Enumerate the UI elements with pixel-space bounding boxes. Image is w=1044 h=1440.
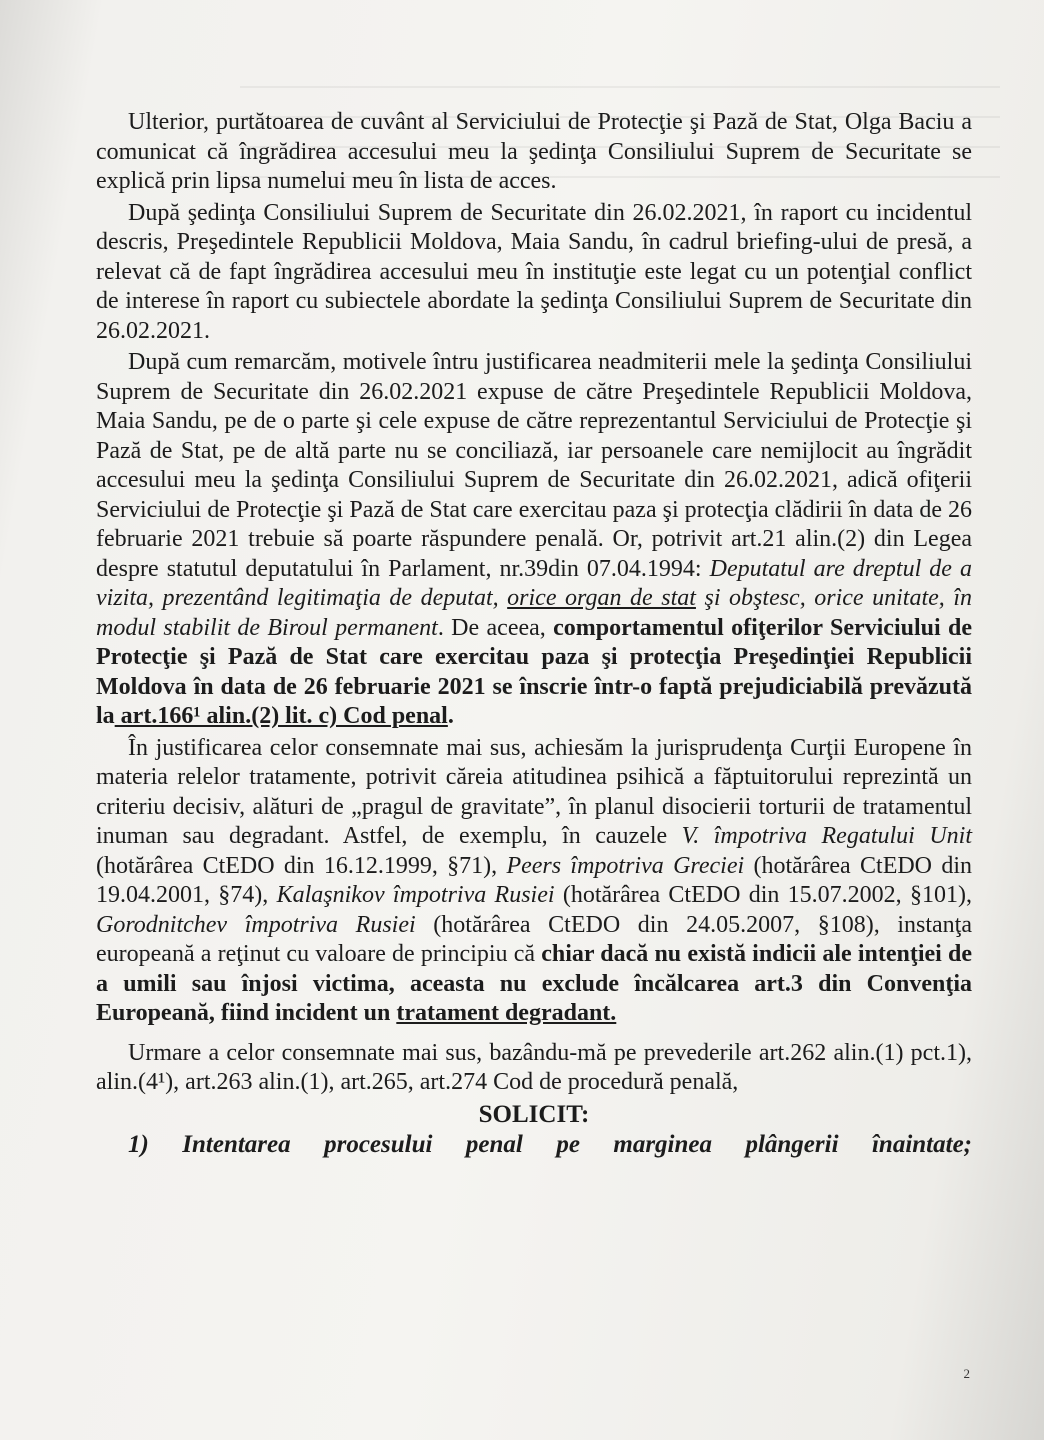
text-segment: (hotărârea CtEDO din 15.07.2002, §101), [554, 882, 972, 908]
paragraph-echr-jurisprudence [96, 734, 972, 1029]
text-segment: şi obştesc, orice unitate, în modul stabilit de Biroul permanent [96, 585, 973, 641]
paragraph-criminal-liability [96, 348, 972, 732]
text-segment: Deputatul are dreptul de a vizita, prezentând legitimaţia de deputat, [96, 555, 972, 611]
request-heading: SOLICIT: [478, 1100, 590, 1128]
text-segment: art.166¹ alin.(2) lit. c) Cod penal [114, 703, 448, 729]
page-number: 2 [963, 1366, 970, 1381]
text-segment: Ulterior, purtătoarea de cuvânt al Serviciului de Protecţie şi Pază de Stat, Olga Baciu a comunicat că îngrădirea accesului meu la şedinţa Consiliului Suprem de Securitate se explică prin lipsa numelui meu în lista de acces. [96, 109, 972, 194]
text-segment: . De aceea, [437, 614, 554, 641]
text-segment: orice organ de stat [507, 585, 696, 611]
text-segment: După cum remarcăm, motivele întru justificarea neadmiterii mele la şedinţa Consiliului Suprem de Securitate din 26.02.2021 expuse de către Preşedintele Republicii Moldova, Maia Sandu, pe de o parte şi cele expuse de către reprezentantul Serviciului de Protecţie şi Pază de Stat, pe de altă parte nu se conciliază, iar persoanele care nemijlocit au îngrădit accesului meu la şedinţa Consiliului Suprem de Securitate din 26.02.2021, adică ofiţerii Serviciului de Protecţie şi Pază de Stat care exercitau paza şi protecţia clădirii în data de 26 februarie 2021 trebuie să poarte răspundere penală. Or, potrivit art.21 alin.(2) din Legea despre statutul deputatului în Parlament, nr.39din 07.04.1994: [96, 349, 972, 582]
text-segment: (hotărârea CtEDO din 16.12.1999, §71), [96, 852, 507, 879]
paragraph-legal-basis [96, 1039, 972, 1098]
text-segment: tratament degradant. [396, 1000, 617, 1026]
text-segment: Peers împotriva Greciei [506, 852, 745, 879]
text-segment: . [447, 703, 454, 729]
text-segment: Gorodnitchev împotriva Rusiei [96, 911, 416, 938]
text-segment: După şedinţa Consiliului Suprem de Securitate din 26.02.2021, în raport cu incidentul descris, Preşedintele Republicii Moldova, Maia Sandu, în cadrul briefing-ului de presă, a relevat că de fapt îngrădirea accesului meu în instituţie este legat cu un potenţial conflict de interese în raport cu subiectele abordate la şedinţa Consiliului Suprem de Securitate din 26.02.2021. [96, 199, 972, 344]
paragraph-access-restriction [96, 108, 972, 197]
text-segment: (hotărârea CtEDO din 24.05.2007, §108), instanţa europeană a reţinut cu valoare de principiu că [96, 911, 973, 967]
text-segment: chiar dacă nu există indicii ale intenţiei de a umili sau înjosi victima, aceasta nu exclude încălcarea art.3 din Convenţia Europeană, fiind incident un [96, 941, 973, 1026]
text-segment: Kalaşnikov împotriva Rusiei [276, 882, 555, 908]
text-segment: comportamentul ofiţerilor Serviciului de Protecţie şi Pază de Stat care exercitau paza şi protecţia Preşedinţiei Republicii Moldova în data de 26 februarie 2021 se înscrie într-o faptă prejudiciabilă prevăzută la [96, 614, 972, 729]
paragraph-president-briefing [96, 199, 972, 347]
text-segment: Urmare a celor consemnate mai sus, bazându-mă pe prevederile art.262 alin.(1) pct.1), alin.(4¹), art.263 alin.(1), art.265, art.274 Cod de procedură penală, [96, 1039, 972, 1095]
text-segment: V. împotriva Regatului Unit [681, 823, 972, 849]
text-segment: (hotărârea CtEDO din 19.04.2001, §74), [96, 852, 972, 908]
text-segment: În justificarea celor consemnate mai sus, achiesăm la jurisprudenţa Curţii Europene în materia relelor tratamente, potrivit căreia atitudinea psihică a făptuitorului reprezintă un criteriu decisiv, alături de „pragul de gravitate”, în planul disocierii torturii de tratamentul inuman sau degradant. Astfel, de exemplu, în cauzele [96, 734, 972, 849]
request-item-1: 1) Intentarea procesului penal pe marginea plângerii înaintate; [128, 1130, 972, 1158]
